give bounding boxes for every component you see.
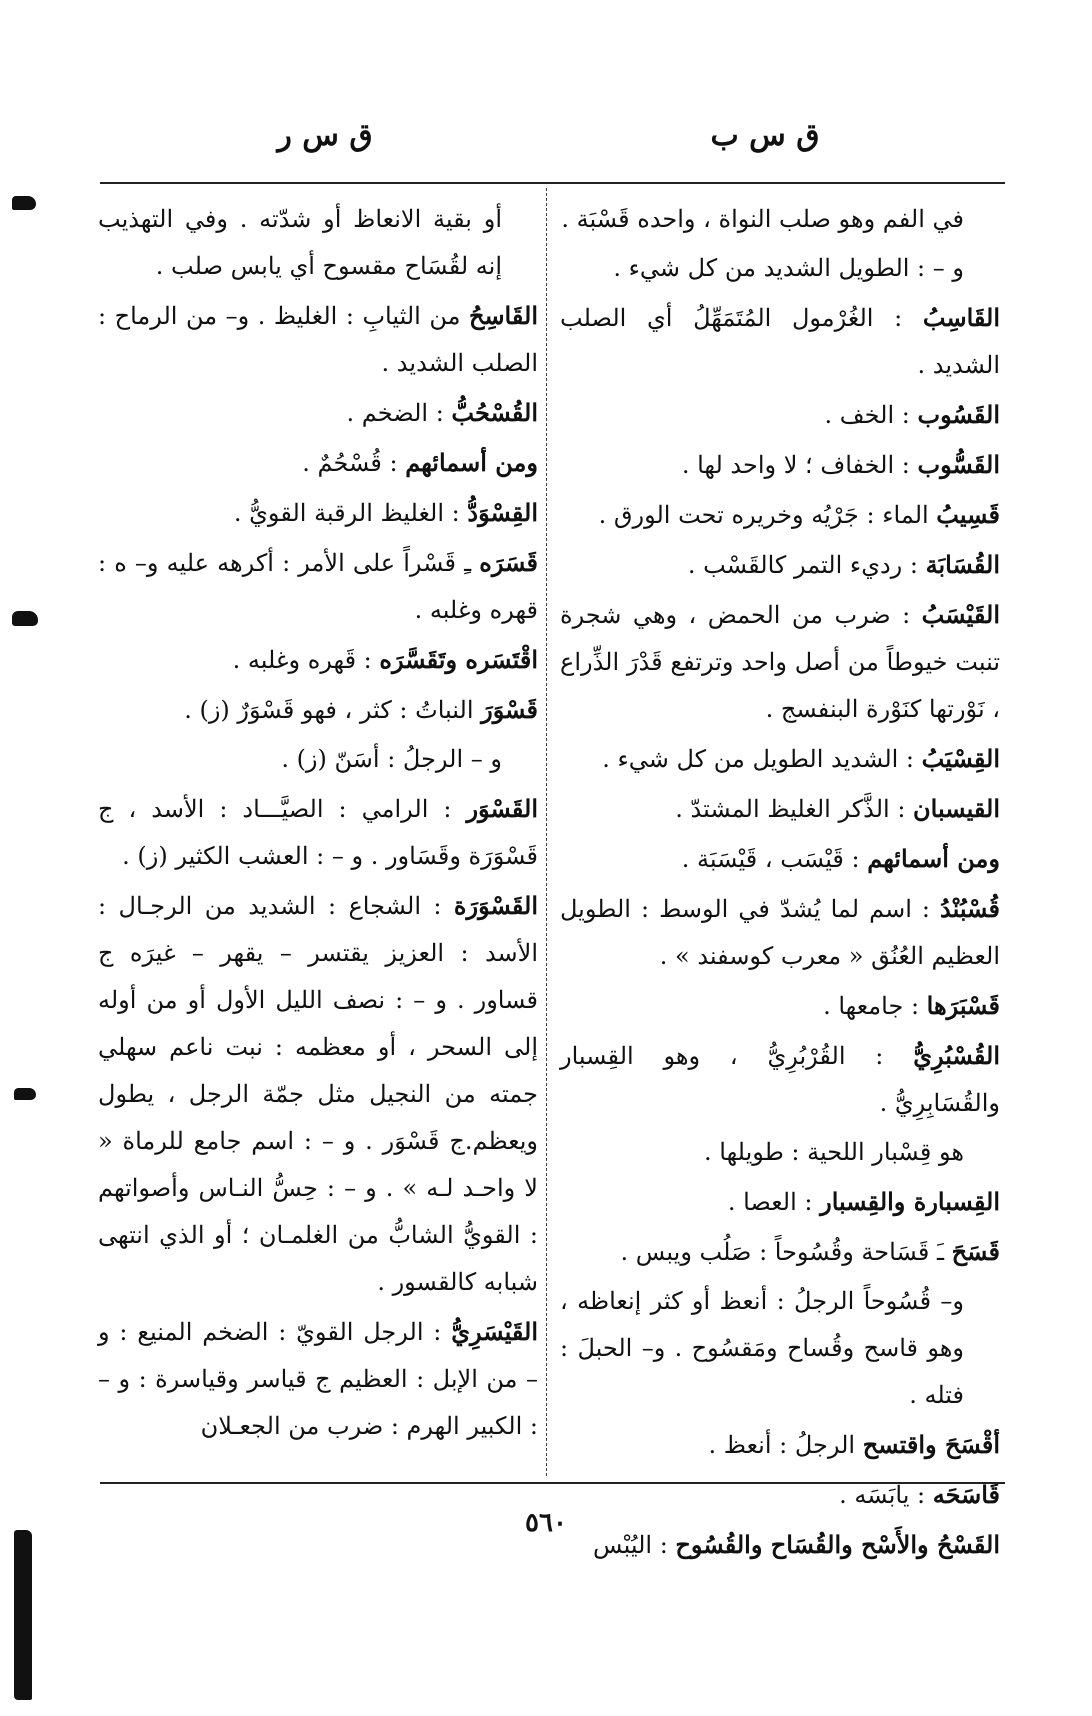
entry-definition: : الرامي : الصيَّـــاد : الأسد ، ج قَسْوَرَة وقَسَاور . و – : العشب الكثير (ز) .: [98, 795, 538, 870]
entry-definition: و – الرجلُ : أسَنّ (ز) .: [281, 745, 502, 773]
dictionary-entry: [98, 785, 538, 880]
dictionary-entry: [560, 1129, 1000, 1176]
dictionary-entry: [560, 541, 1000, 589]
entry-headword: أقْسَحَ واقتسح: [862, 1430, 1000, 1459]
dictionary-entry: [98, 489, 538, 537]
dictionary-entry: [560, 785, 1000, 833]
left-column: [98, 196, 538, 1452]
entry-definition: : الشجاع : الشديد من الرجـال : الأسد : العزيز يقتسر – يقهر – غيرَه ج قساور . و – : نصف الليل الأول أو من أوله إلى السحر ، أو معظمه : نبت ناعم سهلي جمته من النجيل مثل جمّة الرجل ، يطول ويعظم.ج قَسْوَر . و – : اسم جامع للرماة « لا واحـد لـه » . و – : حِسُّ النـاس وأصواتهم : القويُّ الشابُّ من الغلمـان ؛ أو الذي انتهى شبابه كالقسور .: [98, 892, 538, 1296]
entry-headword: ومن أسمائهم: [405, 448, 538, 477]
dictionary-entry: [98, 636, 538, 684]
dictionary-entry: [560, 491, 1000, 539]
entry-definition: : جامعها .: [823, 992, 927, 1020]
entry-headword: اقْتَسَره وتَقَسَّرَه: [379, 645, 538, 674]
entry-definition: : الشديد الطويل من كل شيء .: [602, 745, 922, 773]
entry-headword: قَسْبَرَها: [926, 991, 1000, 1020]
dictionary-entry: [560, 1278, 1000, 1419]
entry-definition: : اسم لما يُشدّ في الوسط : الطويل العظيم العُنُق « معرب كوسفند » .: [560, 895, 1000, 970]
entry-definition: : العصا .: [727, 1188, 821, 1216]
entry-headword: ومن أسمائهم: [867, 844, 1000, 873]
entry-definition: الرجلُ : أنعظ .: [708, 1431, 863, 1459]
entry-definition: النباتُ : كثر ، فهو قَسْوَرٌ (ز) .: [184, 696, 482, 724]
right-column-header: ق س ب: [710, 118, 820, 153]
page-number: ٥٦٠: [525, 1508, 567, 1538]
dictionary-entry: [560, 835, 1000, 883]
entry-headword: القَسْوَرَة: [453, 891, 538, 920]
dictionary-entry: [560, 982, 1000, 1030]
entry-headword: قَسَرَه: [479, 548, 538, 577]
entry-headword: القَسْوَر: [466, 794, 538, 823]
right-column: [560, 196, 1000, 1571]
entry-definition: ـِ قَسْراً على الأمر : أكرهه عليه و– ه : قهره وغلبه .: [98, 549, 538, 624]
entry-definition: : الذَّكر الغليظ المشتدّ .: [675, 795, 914, 823]
entry-definition: : اليُبْس: [593, 1531, 676, 1559]
dictionary-entry: [98, 439, 538, 487]
bottom-rule: [100, 1482, 1005, 1484]
dictionary-entry: [560, 1032, 1000, 1127]
entry-headword: قُسْبُنْدُ: [940, 894, 1000, 923]
margin-mark: [14, 1530, 32, 1700]
entry-definition: : رديء التمر كالقَسْب .: [687, 551, 926, 579]
dictionary-entry: [560, 245, 1000, 292]
entry-definition: : الضخم .: [346, 399, 452, 427]
entry-definition: : الخف .: [824, 401, 918, 429]
dictionary-entry: [560, 1471, 1000, 1519]
dictionary-entry: [560, 1178, 1000, 1226]
dictionary-entry: [560, 1421, 1000, 1469]
entry-definition: : قَيْسَب ، قَيْسَبَة .: [681, 845, 868, 873]
entry-headword: القُسْحُبُّ: [451, 398, 538, 427]
entry-definition: : ضرب من الحمض ، وهي شجرة تنبت خيوطاً من أصل واحد وترتفع قَدْرَ الذِّراع ، نَوْرتها كنَوْرة البنفسج .: [560, 601, 1000, 723]
entry-definition: و – : الطويل الشديد من كل شيء .: [613, 254, 964, 282]
dictionary-entry: [98, 882, 538, 1306]
dictionary-entry: [98, 736, 538, 783]
dictionary-entry: [98, 292, 538, 387]
column-divider: [546, 188, 547, 1476]
entry-definition: الماء : جَرْيُه وخريره تحت الورق .: [598, 501, 937, 529]
entry-headword: القُسْبُرِيُّ: [913, 1041, 1000, 1070]
dictionary-entry: [560, 196, 1000, 243]
entry-definition: أو بقية الانعاظ أو شدّته . وفي التهذيب إنه لقُسَاح مقسوح أي يابس صلب .: [98, 205, 503, 280]
entry-definition: : الغليظ الرقبة القويُّ .: [233, 499, 468, 527]
entry-definition: : قُسْحُمٌ .: [302, 449, 406, 477]
entry-headword: قَسَحَ: [951, 1237, 1000, 1266]
entry-headword: قَاسَحَه: [932, 1480, 1000, 1509]
entry-headword: قَسِيبُ: [936, 500, 1000, 529]
dictionary-entry: [560, 1521, 1000, 1569]
top-rule: [100, 182, 1005, 184]
entry-headword: القَيْسَبُ: [921, 600, 1000, 629]
dictionary-entry: [560, 294, 1000, 389]
dictionary-entry: [560, 1228, 1000, 1276]
entry-headword: القُسَابَة: [925, 550, 1000, 579]
entry-definition: : قَهره وغلبه .: [232, 646, 380, 674]
entry-headword: القَيْسَرِيُّ: [451, 1317, 538, 1346]
dictionary-entry: [560, 735, 1000, 783]
dictionary-entry: [98, 539, 538, 634]
dictionary-entry: [560, 591, 1000, 733]
entry-definition: : القُرْبُرِيُّ ، وهو القِسبار والقُسَابِرِيُّ .: [560, 1042, 1000, 1117]
entry-headword: قَسْوَرَ: [481, 695, 538, 724]
entry-headword: القَسُّوب: [917, 450, 1000, 479]
entry-definition: : يابَسَه .: [839, 1481, 933, 1509]
entry-headword: القِسْوَدُّ: [467, 498, 538, 527]
entry-headword: القَاسِبُ: [922, 303, 1000, 332]
entry-definition: : الرجل القويّ : الضخم المنيع : و – من الإبل : العظيم ج قياسر وقياسرة : و – : الكبير الهرم : ضرب من الجعـلان: [98, 1318, 538, 1440]
entry-definition: : الخفاف ؛ لا واحد لها .: [681, 451, 918, 479]
entry-definition: هو قِسْبار اللحية : طويلها .: [704, 1138, 964, 1166]
dictionary-entry: [560, 885, 1000, 980]
dictionary-entry: [98, 196, 538, 290]
dictionary-entry: [98, 389, 538, 437]
margin-mark: [12, 611, 38, 626]
margin-mark: [12, 196, 36, 210]
entry-definition: في الفم وهو صلب النواة ، واحده قَسْبَة .: [561, 205, 964, 233]
dictionary-entry: [560, 391, 1000, 439]
entry-definition: ـَ قَسَاحة وقُسُوحاً : صَلُب ويبس .: [620, 1238, 952, 1266]
left-column-header: ق س ر: [277, 118, 373, 153]
margin-mark: [14, 1088, 36, 1100]
entry-headword: القيسبان: [913, 794, 1000, 823]
entry-definition: : الغُرْمول المُتَمَهِّلُ أي الصلب الشديد .: [560, 304, 1000, 379]
entry-definition: من الثيابِ : الغليظ . و– من الرماح : الصلب الشديد .: [98, 302, 538, 377]
entry-headword: القَسْحُ والأَسْح والقُسَاح والقُسُوح: [675, 1530, 1000, 1559]
entry-definition: و– قُسُوحاً الرجلُ : أنعظ أو كثر إنعاظه ، وهو قاسح وقُساح ومَقسُوح . و– الحبلَ : فتله .: [560, 1287, 964, 1409]
dictionary-entry: [98, 686, 538, 734]
entry-headword: القَاسِحُ: [468, 301, 538, 330]
entry-headword: القِسْيَبُ: [921, 744, 1000, 773]
dictionary-entry: [560, 441, 1000, 489]
dictionary-entry: [98, 1308, 538, 1450]
entry-headword: القِسبارة والقِسبار: [820, 1187, 1000, 1216]
entry-headword: القَسُوب: [917, 400, 1000, 429]
